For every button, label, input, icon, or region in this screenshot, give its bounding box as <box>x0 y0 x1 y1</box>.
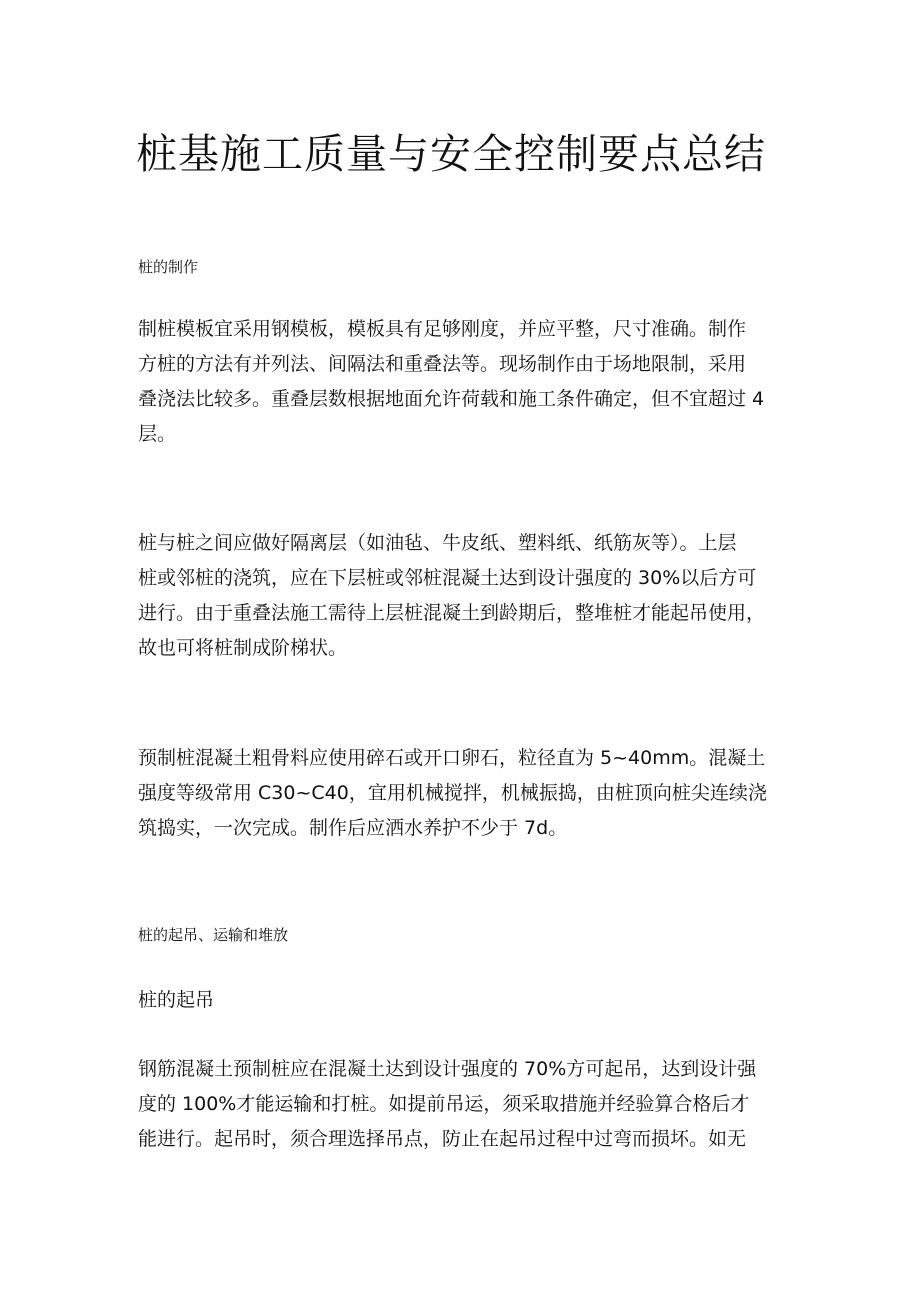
paragraph-line: 故也可将桩制成阶梯状。 <box>138 637 348 659</box>
paragraph-line: 预制桩混凝土粗骨料应使用碎石或开口卵石，粒径直为 5~40mm。混凝土 <box>138 747 766 769</box>
paragraph-lifting <box>138 1052 790 1157</box>
paragraph-line: 方桩的方法有并列法、间隔法和重叠法等。现场制作由于场地限制，采用 <box>138 353 747 375</box>
section-heading-pile-making: 桩的制作 <box>138 258 199 276</box>
paragraph-isolation-layer <box>138 526 790 666</box>
paragraph-line: 筑捣实，一次完成。制作后应洒水养护不少于 7d。 <box>138 817 568 839</box>
document-title: 桩基施工质量与安全控制要点总结 <box>136 130 766 178</box>
paragraph-line: 进行。由于重叠法施工需待上层桩混凝土到龄期后，整堆桩才能起吊使用， <box>138 602 766 624</box>
paragraph-line: 桩或邻桩的浇筑，应在下层桩或邻桩混凝土达到设计强度的 30%以后方可 <box>138 567 757 589</box>
paragraph-line: 层。 <box>138 423 177 445</box>
paragraph-formwork <box>138 312 790 452</box>
paragraph-line: 度的 100%才能运输和打桩。如提前吊运，须采取措施并经验算合格后才 <box>138 1093 750 1115</box>
paragraph-line: 桩与桩之间应做好隔离层（如油毡、牛皮纸、塑料纸、纸筋灰等）。上层 <box>138 532 737 554</box>
paragraph-line: 强度等级常用 C30~C40，宜用机械搅拌，机械振捣，由桩顶向桩尖连续浇 <box>138 782 767 804</box>
section-heading-lifting-transport: 桩的起吊、运输和堆放 <box>138 926 289 944</box>
paragraph-line: 叠浇法比较多。重叠层数根据地面允许荷载和施工条件确定，但不宜超过 4 <box>138 388 765 410</box>
subsection-heading-lifting: 桩的起吊 <box>138 989 215 1011</box>
paragraph-line: 能进行。起吊时，须合理选择吊点，防止在起吊过程中过弯而损坏。如无 <box>138 1128 747 1150</box>
paragraph-concrete <box>138 741 790 846</box>
paragraph-line: 钢筋混凝土预制桩应在混凝土达到设计强度的 70%方可起吊，达到设计强 <box>138 1058 757 1080</box>
paragraph-line: 制桩模板宜采用钢模板，模板具有足够刚度，并应平整，尺寸准确。制作 <box>138 318 747 340</box>
